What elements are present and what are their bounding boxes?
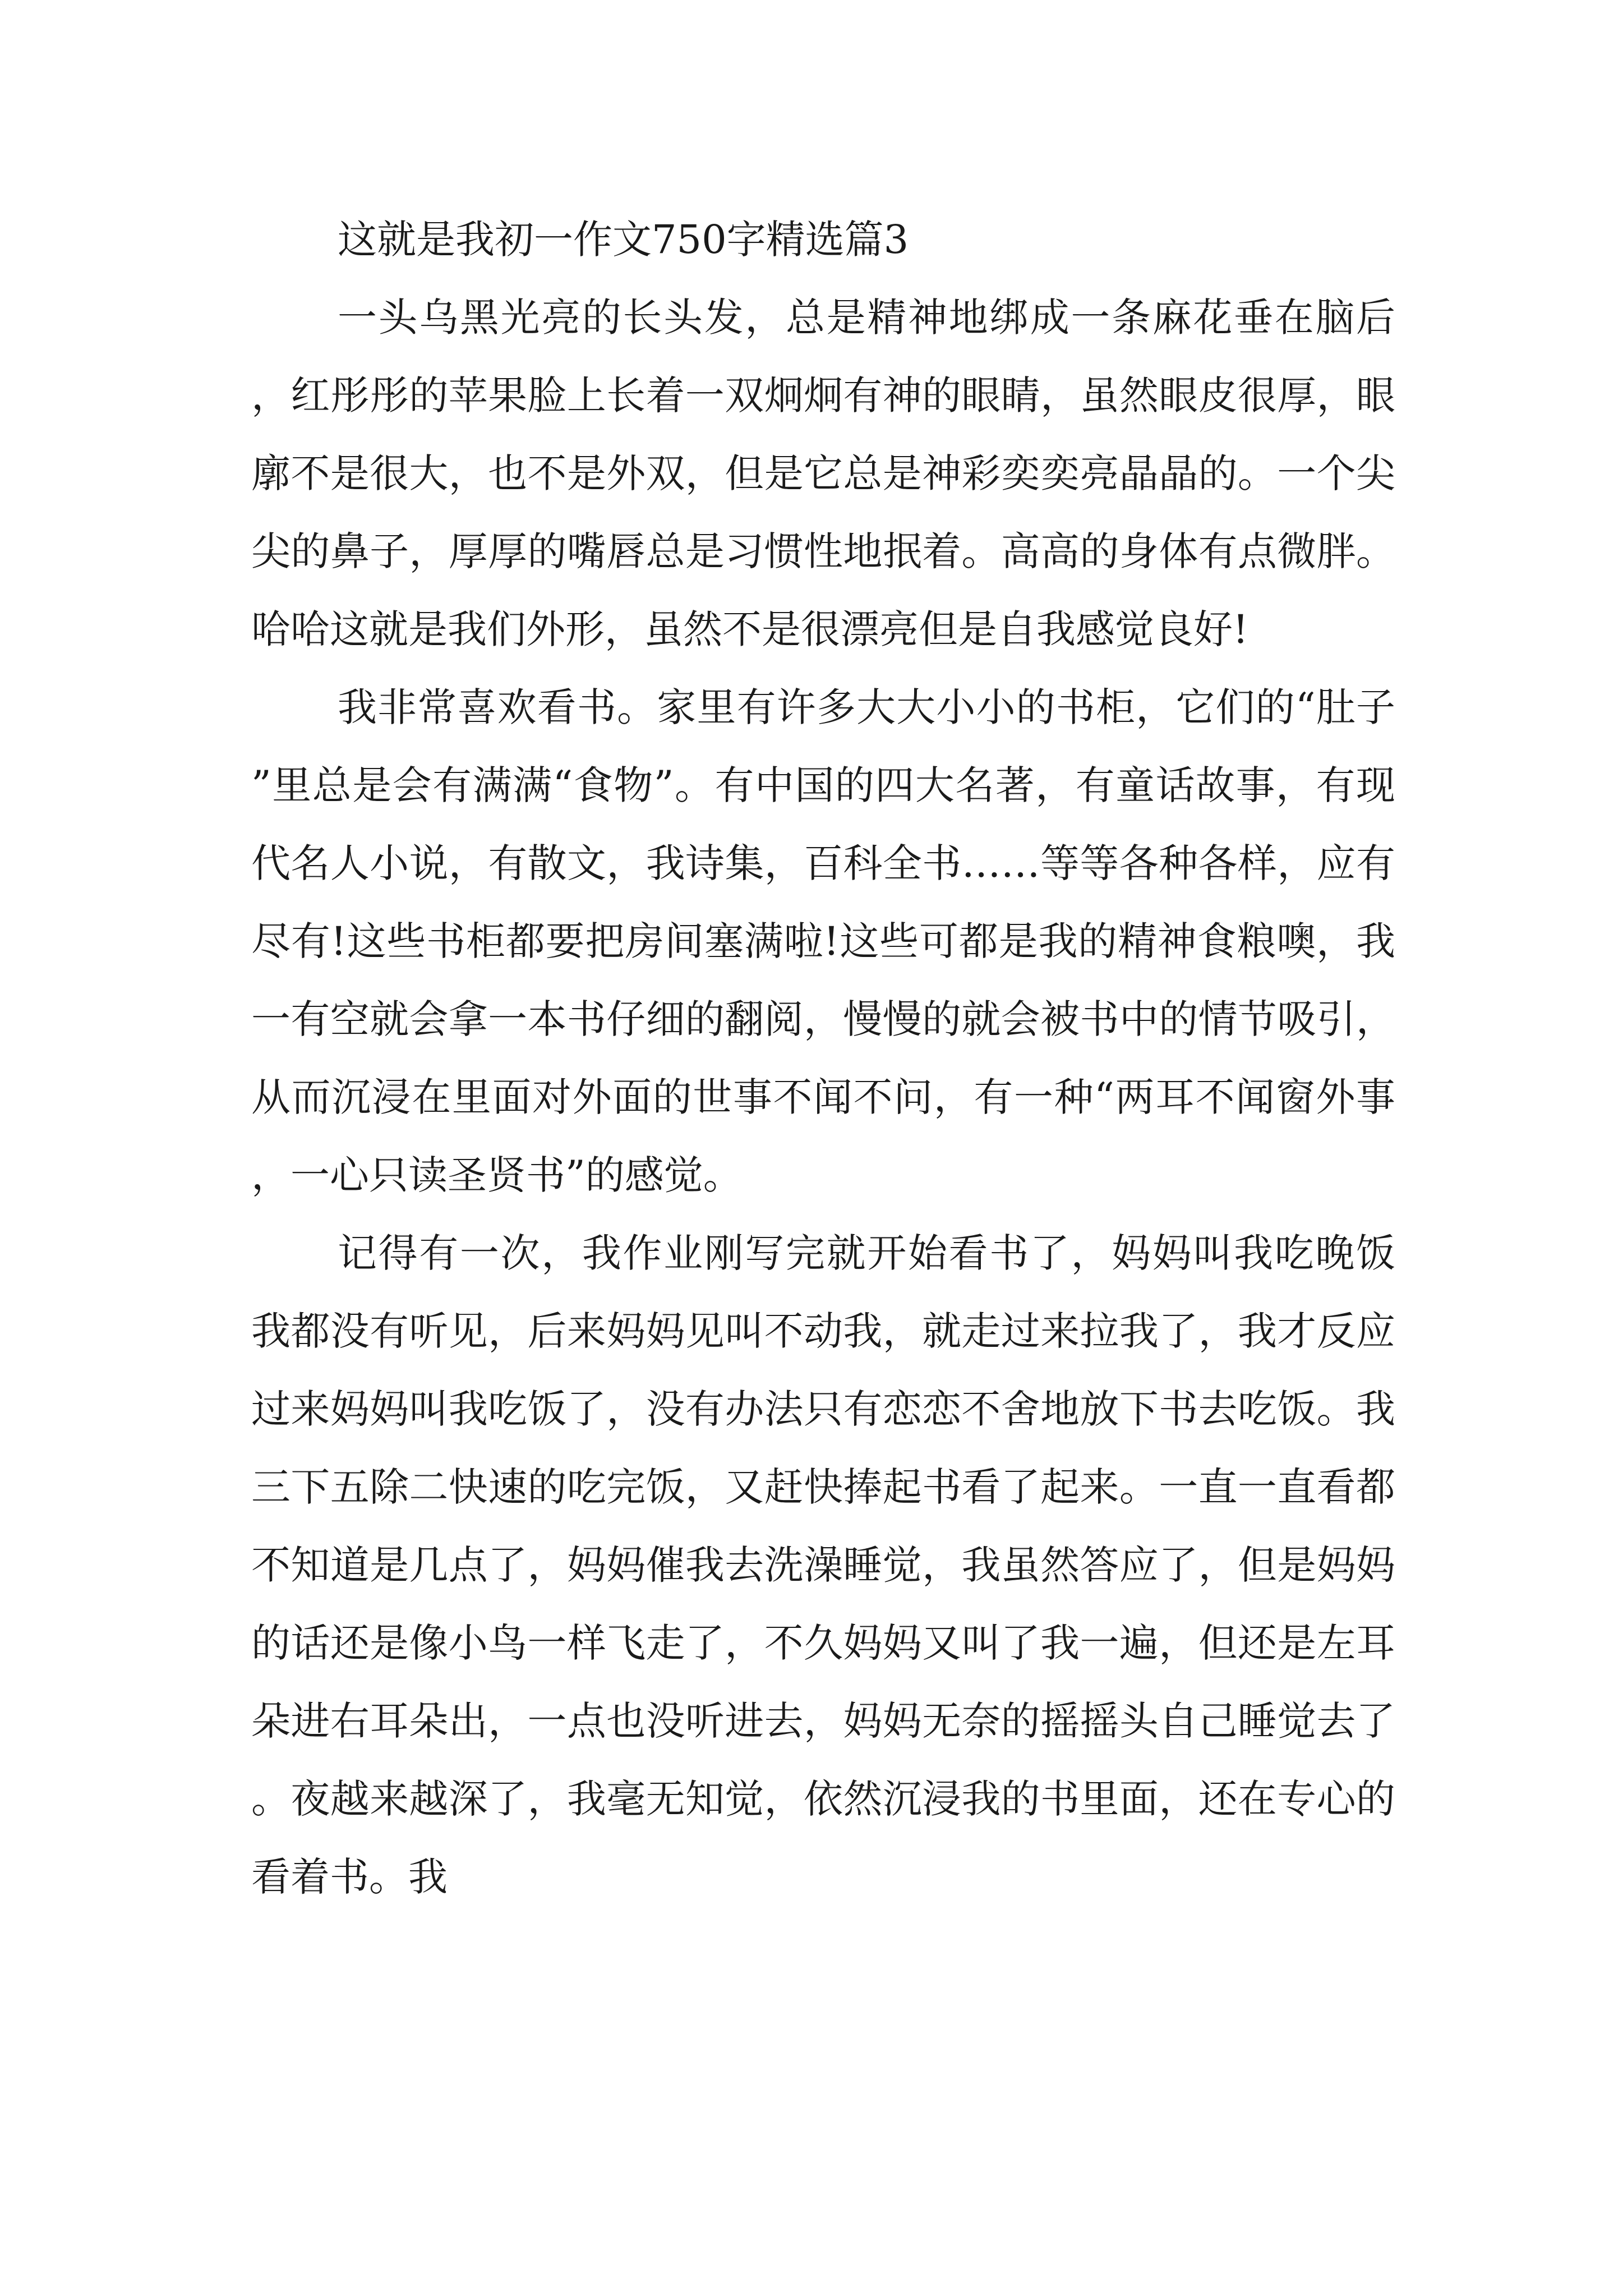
paragraph-memory: 记得有一次，我作业刚写完就开始看书了，妈妈叫我吃晚饭我都没有听见，后来妈妈见叫不动我，就走过来拉我了，我才反应过来妈妈叫我吃饭了，没有办法只有恋恋不舍地放下书去吃饭。我三下五除二快速的吃完饭，又赶快捧起书看了起来。一直一直看都不知道是几点了，妈妈催我去洗澡睡觉，我虽然答应了，但是妈妈的话还是像小鸟一样飞走了，不久妈妈又叫了我一遍，但还是左耳朵进右耳朵出，一点也没听进去，妈妈无奈的摇摇头自己睡觉去了。夜越来越深了，我毫无知觉，依然沉浸我的书里面，还在专心的看着书。我 xyxy=(251,1230,1395,1900)
document-body xyxy=(251,201,1395,1916)
paragraph-reading: 我非常喜欢看书。家里有许多大大小小的书柜，它们的“肚子”里总是会有满满“食物”。有中国的四大名著，有童话故事，有现代名人小说，有散文，我诗集，百科全书……等等各种各样，应有尽有!这些书柜都要把房间塞满啦!这些可都是我的精神食粮噢，我一有空就会拿一本书仔细的翻阅，慢慢的就会被书中的情节吸引，从而沉浸在里面对外面的世事不闻不问，有一种“两耳不闻窗外事，一心只读圣贤书”的感觉。 xyxy=(251,684,1395,1198)
essay-heading: 这就是我初一作文750字精选篇3 xyxy=(338,217,909,263)
paragraph-appearance: 一头乌黑光亮的长头发，总是精神地绑成一条麻花垂在脑后，红彤彤的苹果脸上长着一双炯炯有神的眼睛，虽然眼皮很厚，眼廓不是很大，也不是外双，但是它总是神彩奕奕亮晶晶的。一个尖尖的鼻子，厚厚的嘴唇总是习惯性地抿着。高高的身体有点微胖。哈哈这就是我们外形，虽然不是很漂亮但是自我感觉良好! xyxy=(251,295,1395,652)
